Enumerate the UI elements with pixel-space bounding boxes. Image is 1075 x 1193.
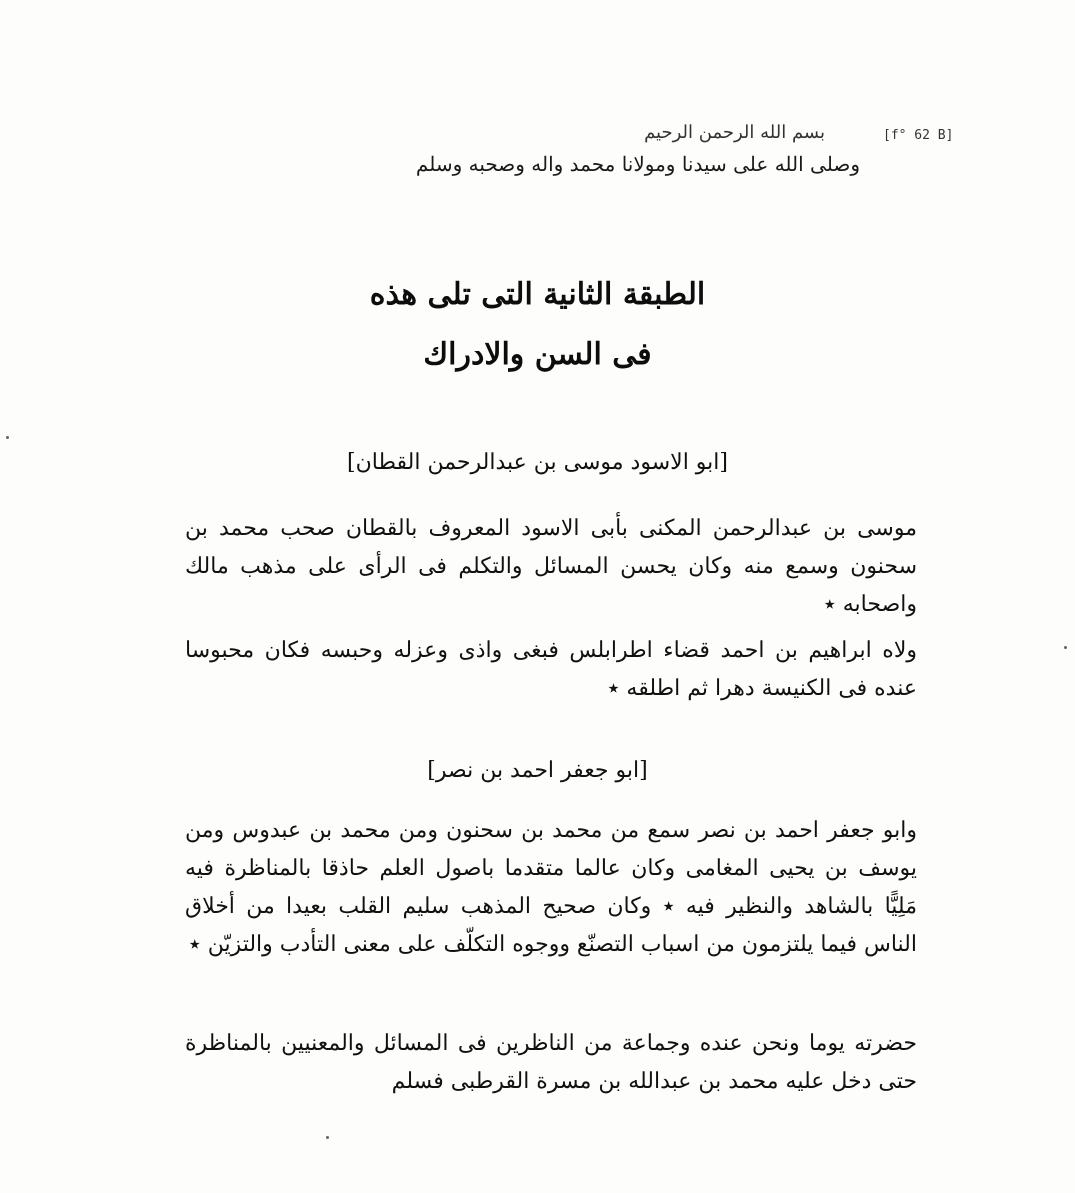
- entry-1-paragraph-2: ولاه ابراهيم بن احمد قضاء اطرابلس فبغى واذى وعزله وحبسه فكان محبوسا عنده فى الكنيسة دهرا ثم اطلقه ٭: [185, 638, 917, 701]
- scan-speck: [326, 1136, 329, 1139]
- entry-1-paragraph-1: موسى بن عبدالرحمن المكنى بأبى الاسود المعروف بالقطان صحب محمد بن سحنون وسمع منه وكان يحسن المسائل والتكلم فى الرأى على مذهب مالك واصحابه ٭: [185, 516, 917, 617]
- scan-speck: [1064, 646, 1067, 649]
- entry-2-paragraph-1: وابو جعفر احمد بن نصر سمع من محمد بن سحنون ومن محمد بن عبدوس ومن يوسف بن يحيى المغامى وكان عالما متقدما باصول العلم حاذقا بالمناظرة فيه مَلِيًّا بالشاهد والنظير فيه ٭ وكان صحيح المذهب سليم القلب بعيدا من أخلاق الناس فيما يلتزمون من اسباب التصنّع ووجوه التكلّف على معنى التأدب والتزيّن ٭: [185, 818, 917, 957]
- entry-heading-1: [ابو الاسود موسى بن عبدالرحمن القطان]: [347, 450, 728, 475]
- chapter-title-line-2: فى السن والادراك: [423, 337, 652, 372]
- basmala-line: بسم الله الرحمن الرحيم: [644, 122, 825, 143]
- folio-reference: [f° 62 B]: [883, 128, 954, 143]
- entry-2-paragraph-2: حضرته يوما ونحن عنده وجماعة من الناظرين فى المسائل والمعنيين بالمناظرة حتى دخل عليه محمد بن عبدالله بن مسرة القرطبى فسلم: [185, 1031, 917, 1094]
- entry-heading-2: [ابو جعفر احمد بن نصر]: [427, 758, 648, 783]
- salawat-line: وصلى الله على سيدنا ومولانا محمد واله وصحبه وسلم: [415, 152, 860, 176]
- scan-speck: [6, 436, 9, 439]
- chapter-title-line-1: الطبقة الثانية التى تلى هذه: [369, 277, 706, 312]
